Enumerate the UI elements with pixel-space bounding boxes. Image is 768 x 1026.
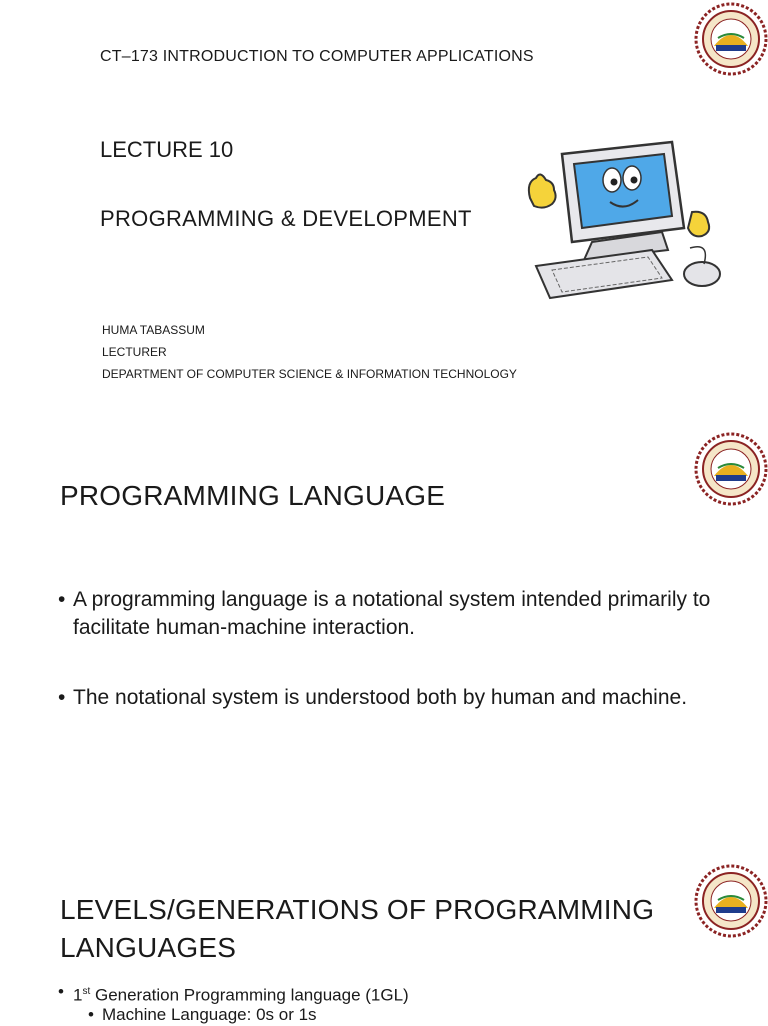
title-slide: [0, 0, 768, 412]
author-role: LECTURER: [102, 345, 167, 359]
cartoon-computer-icon: [522, 138, 728, 308]
slide-heading: PROGRAMMING LANGUAGE: [60, 480, 446, 511]
university-seal-icon: [694, 864, 768, 938]
bullet-item: • A programming language is a notational system intended primarily to facilitate human-machine interaction.: [58, 588, 711, 639]
lecture-topic: PROGRAMMING & DEVELOPMENT: [100, 206, 472, 231]
author-name: HUMA TABASSUM: [102, 323, 205, 337]
bullet-dot: •: [58, 982, 64, 1001]
university-seal-icon: [694, 432, 768, 506]
bullet-item: • The notational system is understood both by human and machine.: [58, 684, 713, 712]
programming-language-slide: [0, 412, 768, 840]
bullet-dot: •: [58, 588, 66, 611]
bullet-item: • 1st Generation Programming language (1GL): [58, 982, 409, 1005]
course-title: CT–173 INTRODUCTION TO COMPUTER APPLICATIONS: [100, 48, 534, 65]
slide-heading-line1: LEVELS/GENERATIONS OF PROGRAMMING: [60, 894, 655, 925]
bullet-dot: •: [58, 686, 66, 709]
author-department: DEPARTMENT OF COMPUTER SCIENCE & INFORMATION TECHNOLOGY: [102, 367, 517, 381]
university-seal-icon: [694, 2, 768, 76]
lecture-number: LECTURE 10: [100, 137, 234, 162]
bullet-dot: •: [88, 1005, 94, 1024]
generations-slide: [0, 840, 768, 1024]
slide-heading-line2: LANGUAGES: [60, 932, 237, 963]
sub-bullet-item: • Machine Language: 0s or 1s: [88, 1005, 317, 1024]
